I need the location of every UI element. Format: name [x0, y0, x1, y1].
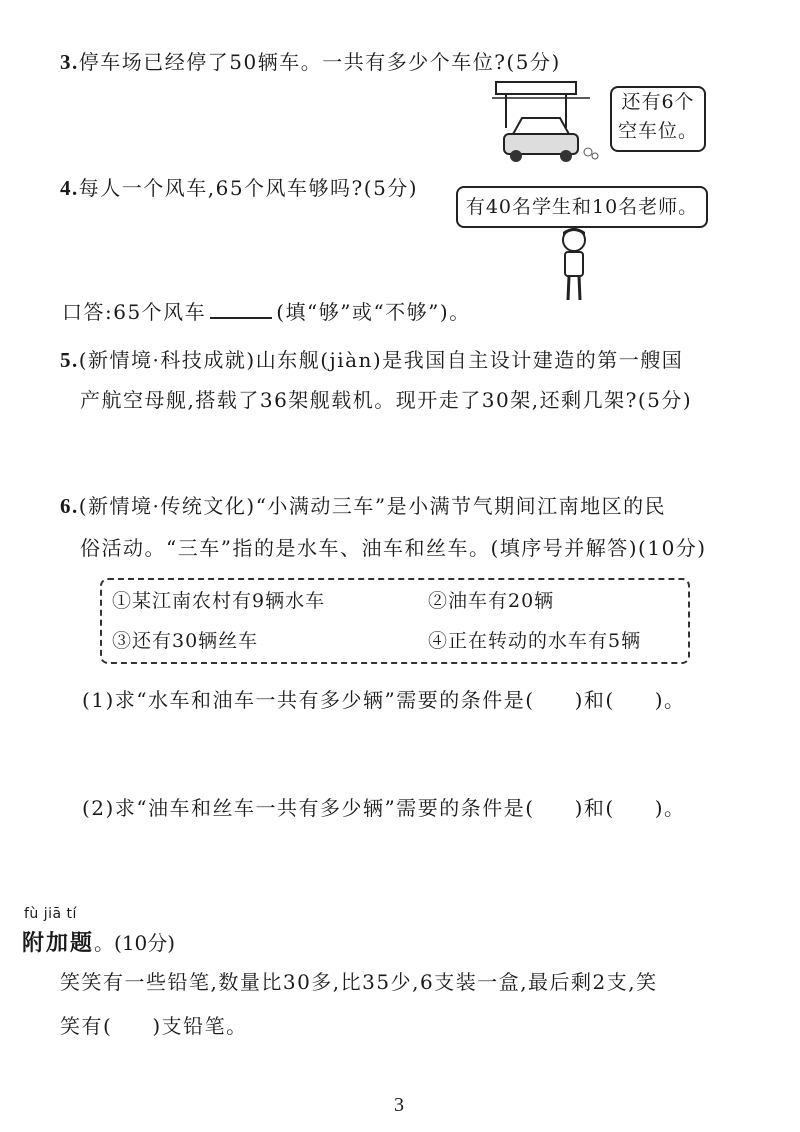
question-6-sub-1	[82, 684, 686, 713]
bonus-line-2	[60, 1010, 248, 1039]
sub-question-text: (2)求“油车和丝车一共有多少辆”需要的条件是(	[82, 796, 535, 820]
speech-bubble-empty-spaces	[610, 86, 706, 152]
bonus-line-1: 笑笑有一些铅笔,数量比30多,比35少,6支装一盒,最后剩2支,笑	[60, 970, 658, 994]
condition-option-2: ②油车有20辆	[428, 590, 555, 612]
sub-question-end: )。	[654, 688, 686, 712]
question-4-answer	[62, 296, 471, 325]
bonus-text-a: 笑有(	[60, 1014, 113, 1038]
bubble-line: 空车位。	[617, 120, 698, 142]
question-number: 6.	[60, 494, 79, 518]
conditions-box	[100, 578, 690, 664]
question-number: 3.	[60, 50, 79, 74]
page-number: 3	[394, 1094, 404, 1116]
sub-question-text: (1)求“水车和油车一共有多少辆”需要的条件是(	[82, 688, 535, 712]
bonus-text-b: )支铅笔。	[152, 1014, 248, 1038]
sub-question-mid: )和(	[574, 796, 615, 820]
boy-figure-illustration	[552, 226, 596, 304]
question-text: 停车场已经停了50辆车。一共有多少个车位?(5分)	[78, 50, 561, 74]
question-number: 4.	[60, 176, 79, 200]
bubble-line: 还有6个	[621, 91, 695, 113]
question-3	[60, 46, 561, 75]
question-6-sub-2	[82, 792, 686, 821]
question-6	[60, 490, 666, 519]
question-text: 每人一个风车,65个风车够吗?(5分)	[78, 176, 419, 200]
answer-blank[interactable]	[210, 297, 272, 319]
speech-bubble-people-count	[456, 186, 708, 228]
question-5	[60, 344, 683, 373]
bonus-score: 。(10分)	[94, 931, 176, 955]
parking-lot-illustration	[490, 80, 620, 170]
condition-option-3: ③还有30辆丝车	[112, 630, 259, 652]
bonus-title-pinyin: fù jiā tí	[24, 906, 77, 922]
question-5-line-2: 产航空母舰,搭载了36架舰载机。现开走了30架,还剩几架?(5分)	[80, 388, 693, 412]
bonus-title: 附加题	[22, 930, 95, 956]
answer-suffix: (填“够”或“不够”)。	[276, 300, 471, 324]
answer-prefix: 口答:65个风车	[62, 300, 207, 324]
condition-option-1: ①某江南农村有9辆水车	[112, 590, 326, 612]
question-text-line-1: (新情境·科技成就)山东舰(jiàn)是我国自主设计建造的第一艘国	[78, 348, 684, 372]
question-text-line-1: (新情境·传统文化)“小满动三车”是小满节气期间江南地区的民	[78, 494, 667, 518]
bubble-text: 有40名学生和10名老师。	[465, 196, 699, 218]
condition-option-4: ④正在转动的水车有5辆	[428, 630, 642, 652]
sub-question-mid: )和(	[574, 688, 615, 712]
bonus-heading	[22, 926, 175, 957]
question-number: 5.	[60, 348, 79, 372]
sub-question-end: )。	[654, 796, 686, 820]
question-6-line-2: 俗活动。“三车”指的是水车、油车和丝车。(填序号并解答)(10分)	[80, 536, 707, 560]
question-4	[60, 172, 418, 201]
